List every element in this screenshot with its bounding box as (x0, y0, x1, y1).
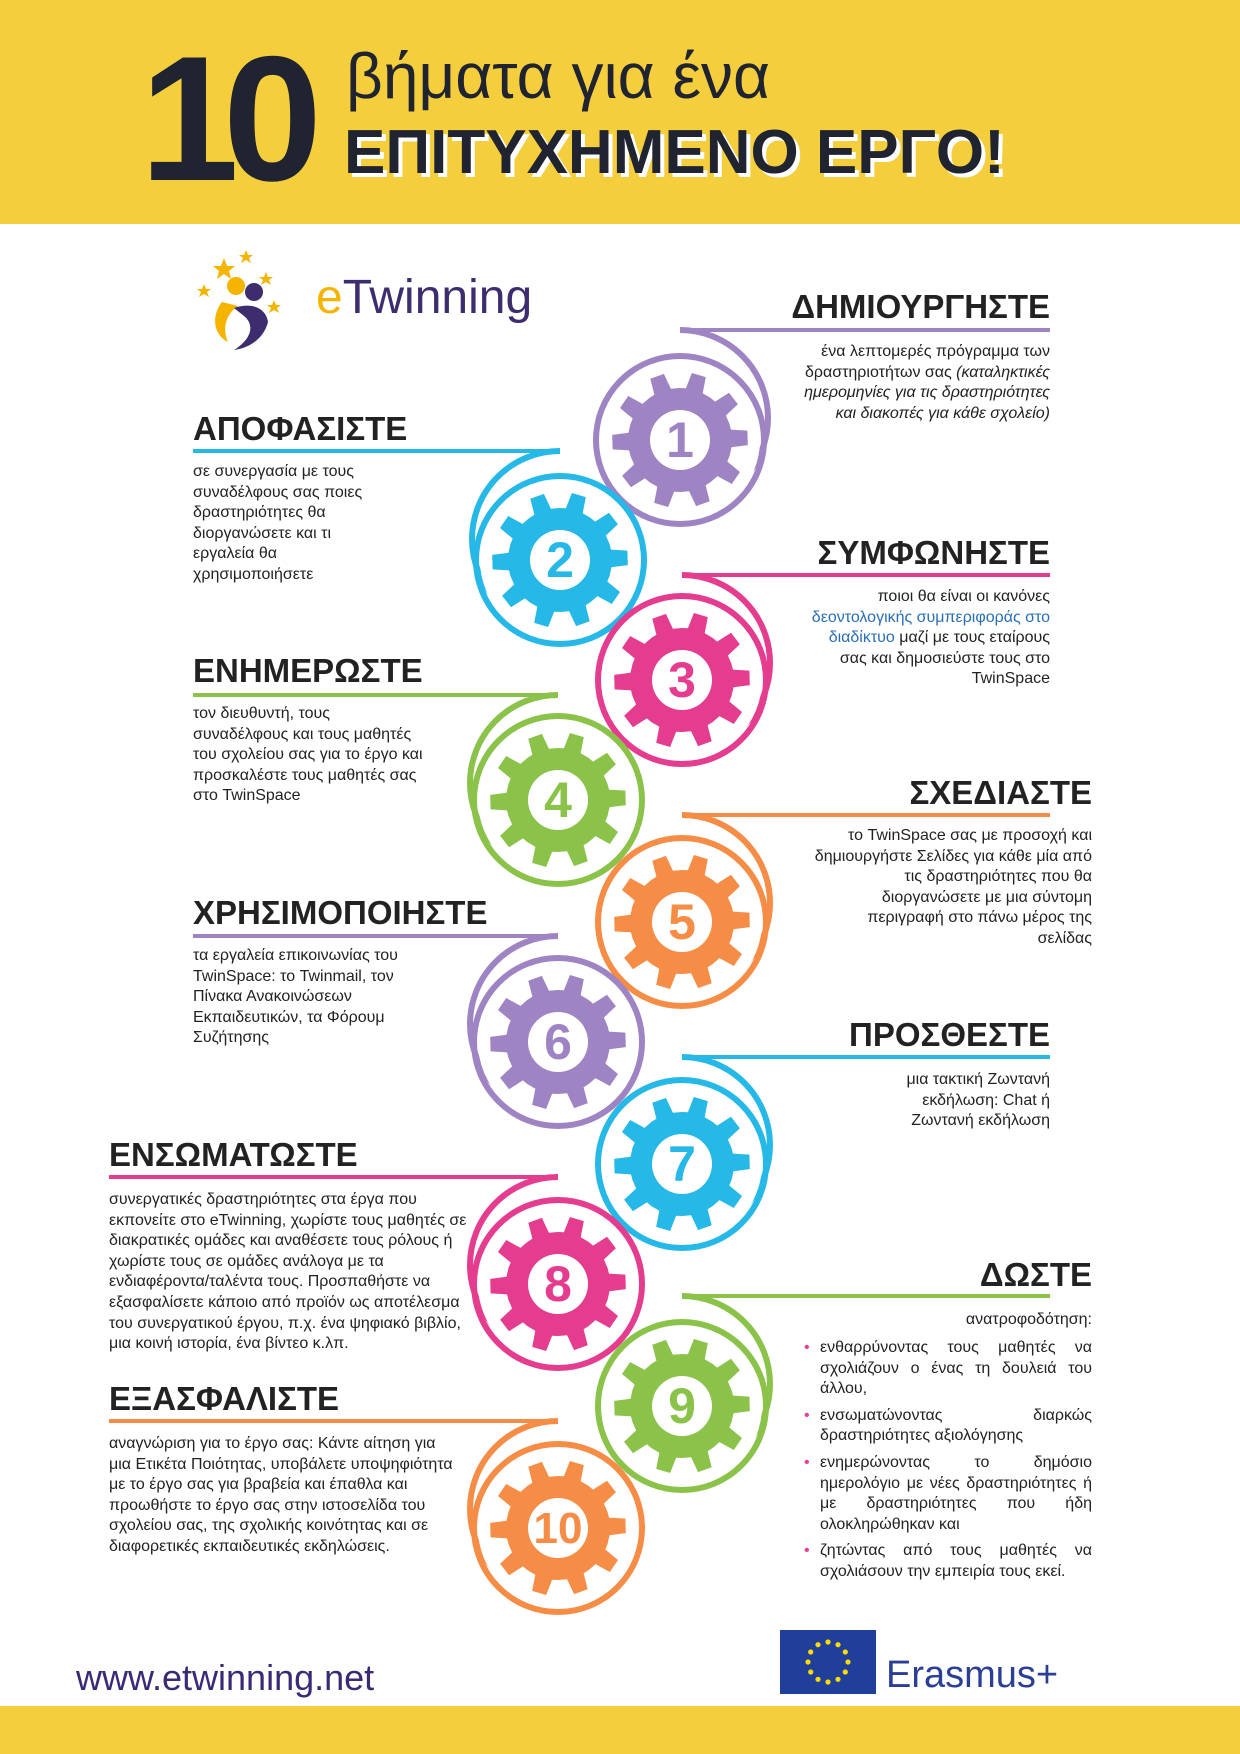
step-number: 4 (544, 772, 572, 828)
footer-band (0, 1706, 1240, 1754)
step-4-text: τον διευθυντή, τους συναδέλφους και τους μαθητές του σχολείου σας για το έργο και προσκαλέστε τους μαθητές σας στο TwinSpace (193, 705, 423, 805)
step-9-bullets (800, 1338, 1092, 1589)
step-number: 1 (666, 412, 694, 468)
eu-flag-icon (780, 1630, 876, 1694)
step-5-title: ΣΧΕΔΙΑΣΤΕ (909, 774, 1092, 811)
step-number: 8 (544, 1256, 572, 1312)
step-number: 5 (668, 894, 696, 950)
step-1-title: ΔΗΜΙΟΥΡΓΗΣΤΕ (791, 288, 1050, 325)
step-2-title: ΑΠΟΦΑΣΙΣΤΕ (193, 410, 408, 447)
step-9-text: ανατροφοδότηση: (965, 1311, 1092, 1328)
step-2-text: σε συνεργασία με τους συναδέλφους σας ποιες δραστηριότητες θα διοργανώσετε και τι εργαλεία θα χρησιμοποιήσετε (193, 463, 363, 583)
step-6-text: τα εργαλεία επικοινωνίας του TwinSpace: το Twinmail, τον Πίνακα Ανακοινώσεων Εκπαιδευτικών, τα Φόρουμ Συζήτησης (193, 947, 398, 1047)
logo-prefix: e (316, 271, 343, 324)
logo-rest: Twinning (342, 271, 533, 324)
step-3-text (800, 587, 1050, 690)
step-3-text-b: μαζί με τους εταίρους σας και δημοσιεύστε τους στο TwinSpace (839, 629, 1050, 688)
step-8-text: συνεργατικές δραστηριότητες στα έργα που εκπονείτε στο eTwinning, χωρίστε τους μαθητές σε διακρατικές ομάδες και αναθέσετε τους ρόλους ή χωρίστε τους σε ομάδες ανάλογα με τα ενδιαφέροντα/ταλέντα τους. Προσπαθήστε να εξασφαλίσετε κάποιο από προϊόν ως αποτέλεσμα του συνεργατικού έργου, π.χ. ένα ψηφιακό βιβλίο, μια κοινή ιστορία, ένα βίντεο κ.λπ. (109, 1191, 467, 1353)
step-9-bullet: • ενθαρρύνοντας τους μαθητές να σχολιάζουν ο ένας τη δουλειά του άλλου, (800, 1338, 1092, 1400)
step-1-text (800, 342, 1050, 424)
step-3-link[interactable]: δεοντολογικής συμπεριφοράς στο διαδίκτυο (811, 608, 1050, 647)
step-number: 2 (546, 532, 574, 588)
step-number: 10 (533, 1504, 583, 1553)
step-7-text: μια τακτική Ζωντανή εκδήλωση: Chat ή Ζωντανή εκδήλωση (906, 1071, 1050, 1130)
step-3-text-a: ποιοι θα είναι οι κανόνες (877, 588, 1050, 605)
big-number: 10 (140, 19, 306, 218)
step-8-title: ΕΝΣΩΜΑΤΩΣΤΕ (109, 1136, 358, 1173)
step-10-text: αναγνώριση για το έργο σας: Κάντε αίτηση για μια Ετικέτα Ποιότητας, υποβάλετε υποψηφιότητα με το έργο σας για βραβεία και έπαθλα και προωθήστε το έργο σας στην ιστοσελίδα του σχολείου σας, της σχολικής κοινότητας και σε διαφορετικές εκπαιδευτικές εκδηλώσεις. (109, 1435, 453, 1555)
step-9-bullet: • ζητώντας από τους μαθητές να σχολιάσουν την εμπειρία τους εκεί. (800, 1541, 1092, 1582)
step-3-title: ΣΥΜΦΩΝΗΣΤΕ (817, 534, 1050, 571)
step-4-title: ΕΝΗΜΕΡΩΣΤΕ (193, 652, 423, 689)
erasmus-plus-logo: Erasmus+ (886, 1654, 1059, 1696)
step-1-text-plain: ένα λεπτομερές πρόγραμμα των δραστηριοτήτων σας (804, 343, 1050, 381)
step-9-title: ΔΩΣΤΕ (979, 1256, 1092, 1293)
step-number: 9 (668, 1378, 696, 1434)
step-6-title: ΧΡΗΣΙΜΟΠΟΙΗΣΤΕ (193, 894, 488, 931)
website-link[interactable]: www.etwinning.net (76, 1657, 375, 1698)
step-5-text: το TwinSpace σας με προσοχή και δημιουργήστε Σελίδες για κάθε μία από τις δραστηριότητες που θα διοργανώσετε με μια σύντομη περιγραφή στο πάνω μέρος της σελίδας (814, 827, 1092, 947)
gears (474, 356, 766, 1612)
step-number: 6 (544, 1014, 572, 1070)
step-1-text-italic: (καταληκτικές ημερομηνίες για τις δραστηριότητες και διακοπές για κάθε σχολείο) (804, 363, 1050, 422)
title-line-2: ΕΠΙΤΥΧΗΜΕΝΟ ΕΡΓΟ! (344, 118, 1005, 187)
step-9-bullet: • ενημερώνοντας το δημόσιο ημερολόγιο με νέες δραστηριότητες ή με δραστηριότητες που ήδη ολοκληρώθηκαν και (800, 1453, 1092, 1535)
title-line-1: βήματα για ένα (346, 40, 770, 112)
step-number: 3 (668, 652, 696, 708)
step-9-bullet: • ενσωματώνοντας διαρκώς δραστηριότητες αξιολόγησης (800, 1406, 1092, 1447)
step-7-title: ΠΡΟΣΘΕΣΤΕ (849, 1016, 1050, 1053)
step-10-title: ΕΞΑΣΦΑΛΙΣΤΕ (109, 1380, 340, 1417)
step-number: 7 (668, 1136, 696, 1192)
